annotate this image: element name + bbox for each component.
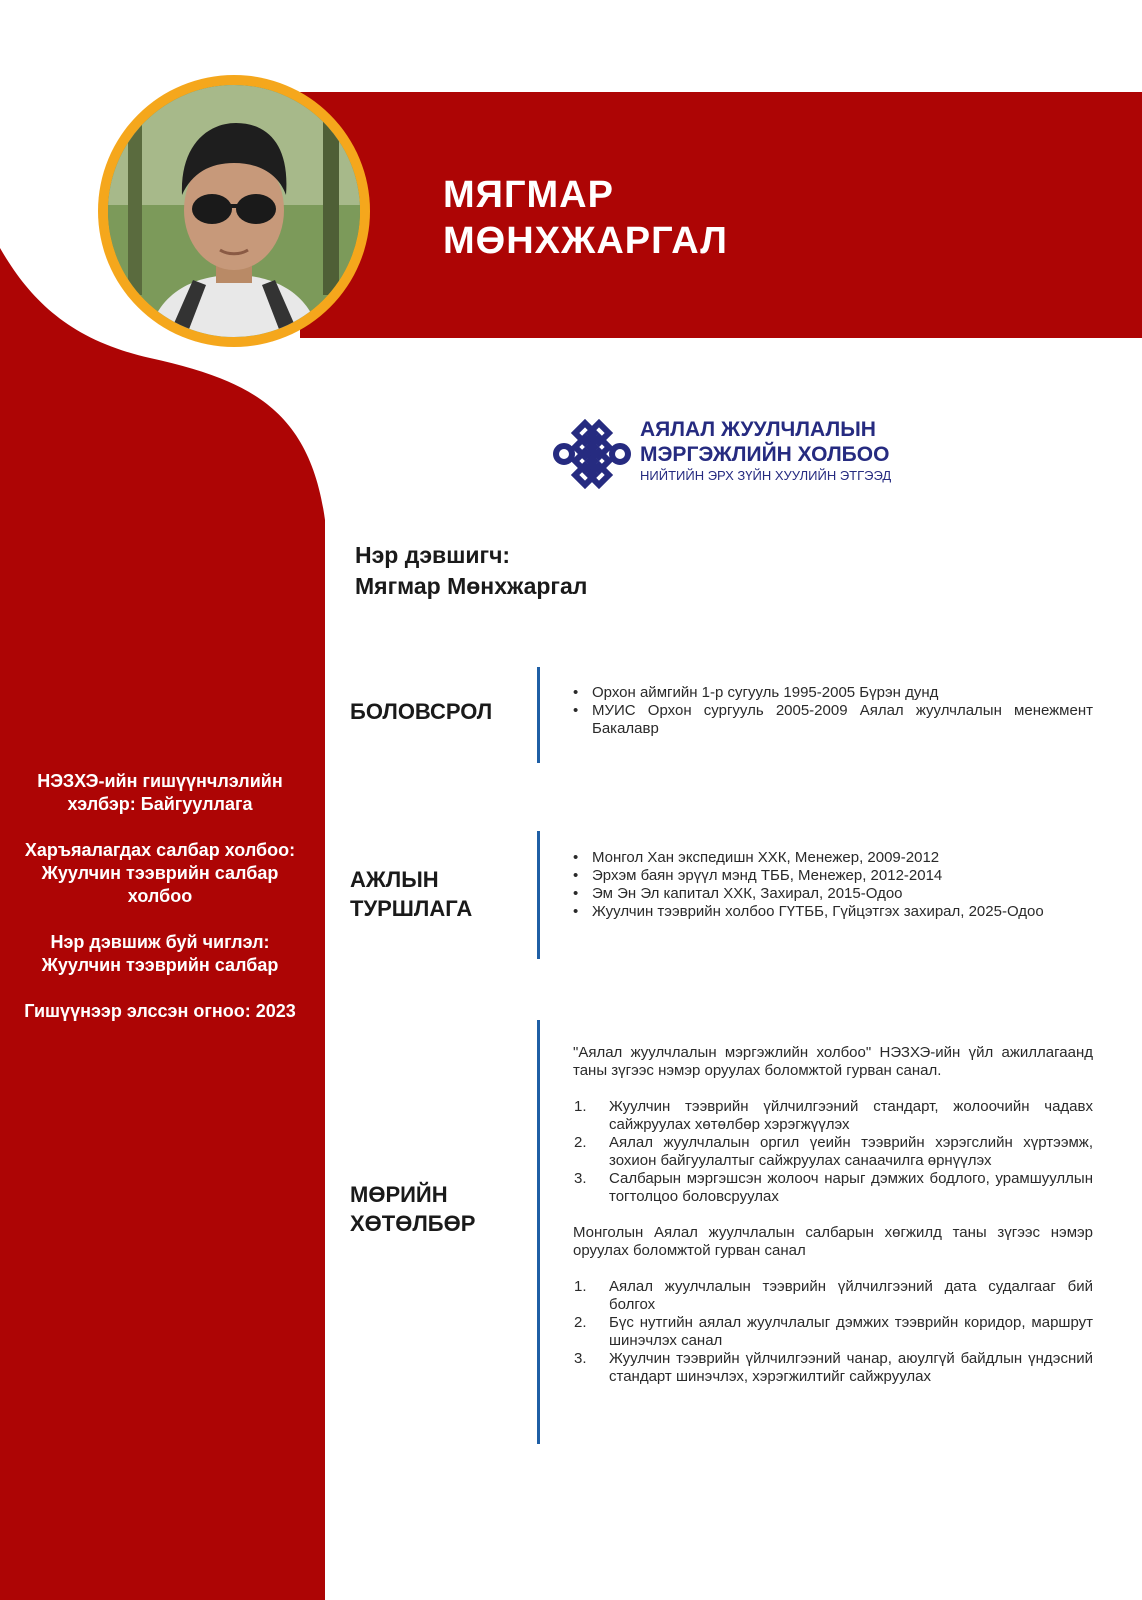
experience-item: • Монгол Хан экспедишн ХХК, Менежер, 2009-2012 [573, 849, 1093, 867]
item-number: 3. [574, 1170, 587, 1187]
item-number: 2. [574, 1134, 587, 1151]
education-item: • МУИС Орхон сургууль 2005-2009 Аялал жуулчлалын менежмент Бакалавр [573, 702, 1093, 738]
item-text: Жуулчин тээврийн үйлчилгээний стандарт, жолоочийн чадавх сайжруулах хөтөлбөр хэрэгжүүлэх [609, 1098, 1093, 1133]
portrait-illustration [108, 85, 360, 337]
candidate-name-text: Мягмар Мөнхжаргал [355, 573, 588, 599]
logo-line-3: НИЙТИЙН ЭРХ ЗҮЙН ХУУЛИЙН ЭТГЭЭД [640, 468, 892, 483]
item-number: 1. [574, 1278, 587, 1295]
experience-item: • Эрхэм баян эрүүл мэнд ТББ, Менежер, 2012-2014 [573, 867, 1093, 885]
item-text: Жуулчин тээврийн үйлчилгээний чанар, аюулгүй байдлын үндэсний стандарт шинэчлэх, хэрэгжилтийг сайжруулах [609, 1350, 1093, 1385]
education-list [573, 684, 1093, 738]
program-intro-2: Монголын Аялал жуулчлалын салбарын хөгжилд таны зүгээс нэмэр оруулах боломжтой гурван санал [573, 1224, 1093, 1259]
program-divider [537, 1020, 540, 1444]
experience-title-line-2: ТУРШЛАГА [350, 896, 473, 921]
program-content [573, 1044, 1093, 1386]
program-title-line-1: МӨРИЙН [350, 1182, 448, 1207]
logo-line-2: МЭРГЭЖЛИЙН ХОЛБОО [640, 443, 890, 466]
portrait-photo [108, 85, 360, 337]
program-item [573, 1278, 1093, 1314]
membership-date: Гишүүнээр элссэн огноо: 2023 [24, 1001, 296, 1021]
association-logo [551, 417, 921, 491]
item-number: 3. [574, 1350, 587, 1367]
program-item [573, 1170, 1093, 1206]
item-text: Аялал жуулчлалын оргил үеийн тээврийн хэрэгслийн хүртээмж, зохион байгуулалтыг сайжруулах санаачилга өрнүүлэх [609, 1134, 1093, 1169]
program-item [573, 1314, 1093, 1350]
experience-item: • Жуулчин тээврийн холбоо ГҮТББ, Гүйцэтгэх захирал, 2025-Одоо [573, 903, 1093, 921]
nomination-direction: Нэр дэвшиж буй чиглэл: Жуулчин тээврийн салбар [41, 932, 279, 975]
item-text: Аялал жуулчлалын тээврийн үйлчилгээний дата судалгааг бий болгох [609, 1278, 1093, 1313]
logo-text [640, 417, 891, 485]
experience-divider [537, 831, 540, 959]
endless-knot-icon [551, 419, 633, 489]
education-content [573, 684, 1093, 738]
experience-list [573, 849, 1093, 921]
item-text: Салбарын мэргэшсэн жолооч нарыг дэмжих бодлого, урамшууллын тогтолцоо боловсруулах [609, 1170, 1093, 1205]
program-title [350, 1180, 475, 1238]
candidate-label [355, 540, 587, 602]
logo-line-1: АЯЛАЛ ЖУУЛЧЛАЛЫН [640, 418, 876, 441]
membership-type: НЭЗХЭ-ийн гишүүнчлэлийн хэлбэр: Байгууллага [37, 771, 283, 814]
item-number: 1. [574, 1098, 587, 1115]
affiliated-association: Харъяалагдах салбар холбоо: Жуулчин тээврийн салбар холбоо [24, 840, 296, 906]
education-title [350, 697, 492, 726]
candidate-label-text: Нэр дэвшигч: [355, 542, 511, 568]
item-text: Бүс нутгийн аялал жуулчлалыг дэмжих тээврийн коридор, маршрут шинэчлэх санал [609, 1314, 1093, 1349]
experience-item: • Эм Эн Эл капитал ХХК, Захирал, 2015-Одоо [573, 885, 1093, 903]
item-number: 2. [574, 1314, 587, 1331]
program-intro-1: "Аялал жуулчлалын мэргэжлийн холбоо" НЭЗХЭ-ийн үйл ажиллагаанд таны зүгээс нэмэр оруулах боломжтой гурван санал. [573, 1044, 1093, 1079]
education-title-text: БОЛОВСРОЛ [350, 699, 493, 724]
program-list-1 [573, 1098, 1093, 1206]
program-item [573, 1134, 1093, 1170]
name-line-2: МӨНХЖАРГАЛ [443, 220, 728, 262]
program-title-line-2: ХӨТӨЛБӨР [350, 1211, 476, 1236]
program-item [573, 1098, 1093, 1134]
profile-photo-frame [98, 75, 370, 347]
experience-title-line-1: АЖЛЫН [350, 867, 439, 892]
program-item [573, 1350, 1093, 1386]
education-item: • Орхон аймгийн 1-р сугууль 1995-2005 Бүрэн дунд [573, 684, 1093, 702]
experience-content [573, 849, 1093, 921]
candidate-name-heading [443, 172, 728, 264]
program-list-2 [573, 1278, 1093, 1386]
experience-title [350, 865, 472, 923]
education-divider [537, 667, 540, 763]
sidebar-info [20, 770, 300, 1046]
name-line-1: МЯГМАР [443, 174, 614, 216]
